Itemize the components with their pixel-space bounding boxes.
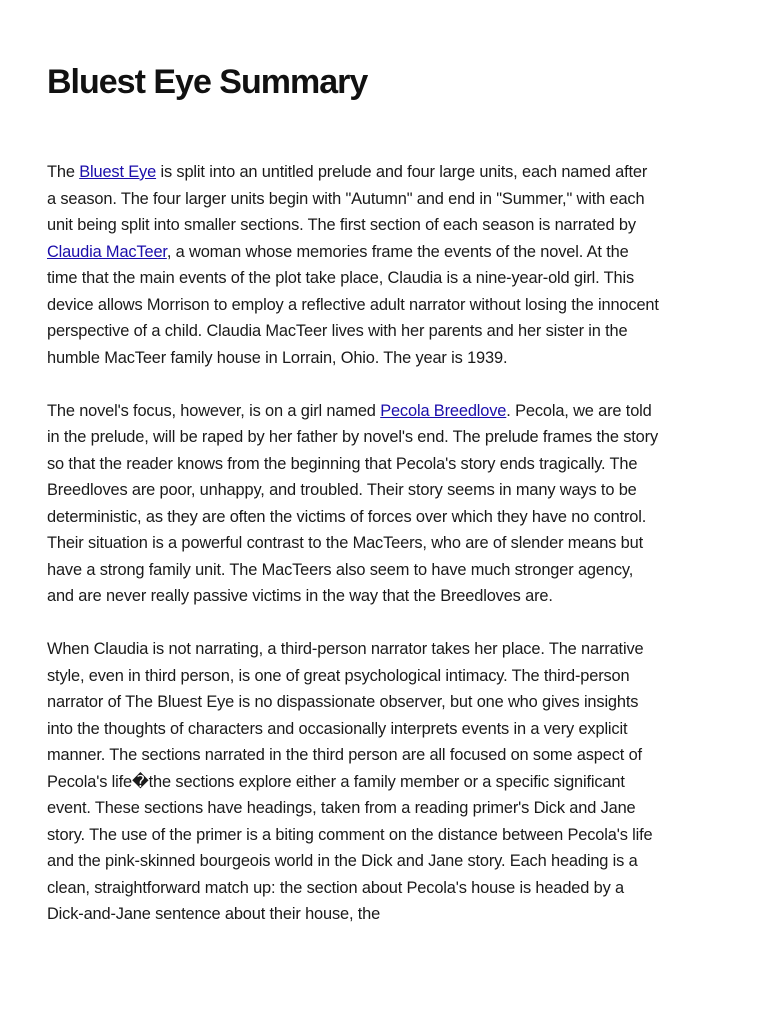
paragraph-3: When Claudia is not narrating, a third-person narrator takes her place. The narrative style, even in third person, is one of great psychological intimacy. The third-person narrator of The Bluest Eye is no dispassionate observer, but one who gives insights into the thoughts of characters and occasionally interprets events in a very explicit manner. The sections narrated in the third person are all focused on some aspect of Pecola's life�the sections explore either a family member or a specific significant event. These sections have headings, taken from a reading primer's Dick and Jane story. The use of the primer is a biting comment on the distance between Pecola's life and the pink-skinned bourgeois world in the Dick and Jane story. Each heading is a clean, straightforward match up: the section about Pecola's house is headed by a Dick-and-Jane sentence about their house, the: [47, 640, 653, 923]
page-title: Bluest Eye Summary: [47, 63, 368, 101]
link-bluest-eye[interactable]: Bluest Eye: [79, 163, 157, 181]
article-body: [47, 159, 659, 954]
paragraph-1-text-c: , a woman whose memories frame the events of the novel. At the time that the main events of the plot take place, Claudia is a nine-year-old girl. This device allows Morrison to employ a reflective adult narrator without losing the innocent perspective of a child. Claudia MacTeer lives with her parents and her sister in the humble MacTeer family house in Lorrain, Ohio. The year is 1939.: [47, 242, 659, 367]
paragraph-1: [47, 159, 659, 371]
link-pecola-breedlove[interactable]: Pecola Breedlove: [380, 401, 507, 420]
paragraph-2-text-b: . Pecola, we are told in the prelude, will be raped by her father by novel's end. The prelude frames the story so that the reader knows from the beginning that Pecola's story ends tragically. The Breedloves are poor, unhappy, and troubled. Their story seems in many ways to be deterministic, as they are often the victims of forces over which they have no control. Their situation is a powerful contrast to the MacTeers, who are of slender means but have a strong family unit. The MacTeers also seem to have much stronger agency, and are never really passive victims in the way that the Breedloves are.: [47, 401, 659, 605]
paragraph-1-text-a: The: [47, 163, 80, 181]
paragraph-2-text-a: The novel's focus, however, is on a girl named: [47, 401, 381, 420]
paragraph-1-text-b: is split into an untitled prelude and four large units, each named after a season. The four larger units begin with "Autumn" and end in "Summer," with each unit being split into smaller sections. The first section of each season is narrated by: [47, 163, 648, 234]
paragraph-2: [47, 398, 659, 610]
link-claudia-macteer[interactable]: Claudia MacTeer: [47, 242, 167, 261]
